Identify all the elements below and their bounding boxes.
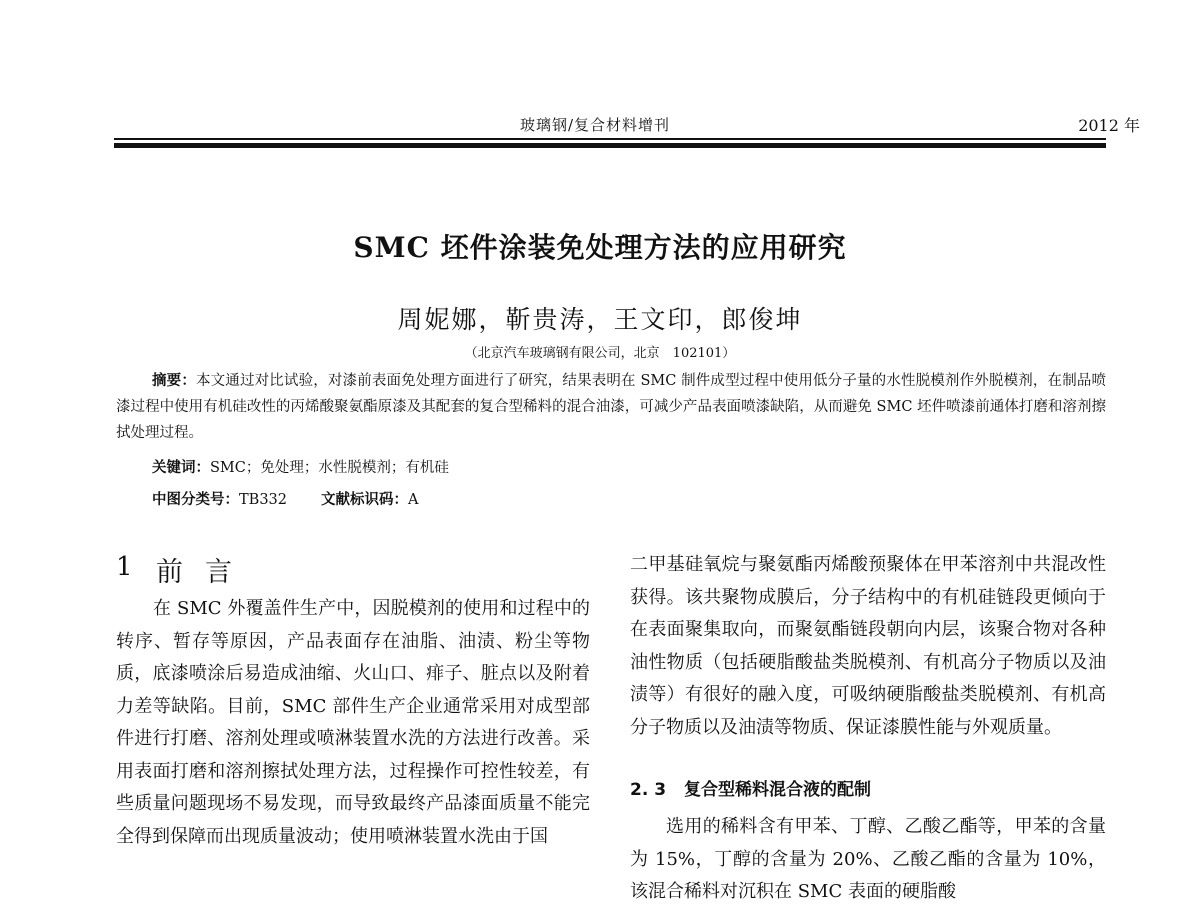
running-head: 玻璃钢/复合材料增刊 xyxy=(520,116,671,134)
header-rule-thin xyxy=(114,138,1106,140)
abstract-text: 本文通过对比试验，对漆前表面免处理方面进行了研究，结果表明在 SMC 制件成型过程中使用低分子量的水性脱模剂作外脱模剂，在制品喷漆过程中使用有机硅改性的丙烯酸聚氨酯原漆及其配套的复合型稀料的混合油漆，可减少产品表面喷漆缺陷，从而避免 SMC 坯件喷漆前通体打磨和溶剂擦拭处理过程。 xyxy=(116,373,1107,441)
keywords-label: 关键词： xyxy=(152,460,210,476)
section-1-title: 前言 xyxy=(156,557,254,588)
publication-year: 2012 年 xyxy=(1078,116,1140,135)
author-list: 周妮娜，靳贵涛，王文印，郎俊坤 xyxy=(397,305,803,334)
section-1-body: 在 SMC 外覆盖件生产中，因脱模剂的使用和过程中的转序、暂存等原因，产品表面存在油脂、油渍、粉尘等物质，底漆喷涂后易造成油缩、火山口、痱子、脏点以及附着力差等缺陷。目前，SMC 部件生产企业通常采用对成型部件进行打磨、溶剂处理或喷淋装置水洗的方法进行改善。采用表面打磨和溶剂擦拭处理方法，过程操作可控性较差，有些质量问题现场不易发现，而导致最终产品漆面质量不能完全得到保障而出现质量波动；使用喷淋装置水洗由于国 xyxy=(116,598,590,847)
section-2-3-heading xyxy=(630,775,871,800)
right-column-continuation: 二甲基硅氧烷与聚氨酯丙烯酸预聚体在甲苯溶剂中共混改性获得。该共聚物成膜后，分子结构中的有机硅链段更倾向于在表面聚集取向，而聚氨酯链段朝向内层，该聚合物对各种油性物质（包括硬脂酸盐类脱模剂、有机高分子物质以及油渍等）有很好的融入度，可吸纳硬脂酸盐类脱模剂、有机高分子物质以及油渍等物质、保证漆膜性能与外观质量。 xyxy=(630,554,1106,738)
classification xyxy=(152,488,419,509)
section-1-number: 1 xyxy=(116,552,133,582)
keywords xyxy=(152,456,449,477)
affiliation: （北京汽车玻璃钢有限公司，北京 102101） xyxy=(464,346,736,361)
section-2-3-title: 复合型稀料混合液的配制 xyxy=(684,780,872,800)
header-rule-thick xyxy=(114,143,1106,148)
abstract xyxy=(116,368,1106,446)
clc-value: TB332 xyxy=(239,492,288,508)
section-2-3-body: 选用的稀料含有甲苯、丁醇、乙酸乙酯等，甲苯的含量为 15%，丁醇的含量为 20%、乙酸乙酯的含量为 10%，该混合稀料对沉积在 SMC 表面的硬脂酸 xyxy=(630,816,1106,902)
abstract-label: 摘要： xyxy=(152,373,196,389)
paper-title: SMC 坯件涂装免处理方法的应用研究 xyxy=(353,231,847,264)
doc-code-value: A xyxy=(408,492,419,508)
keywords-text: SMC；免处理；水性脱模剂；有机硅 xyxy=(210,460,449,476)
doc-code-label: 文献标识码： xyxy=(321,492,409,508)
section-2-3-number: 2. 3 xyxy=(630,780,667,800)
clc-label: 中图分类号： xyxy=(152,492,239,508)
